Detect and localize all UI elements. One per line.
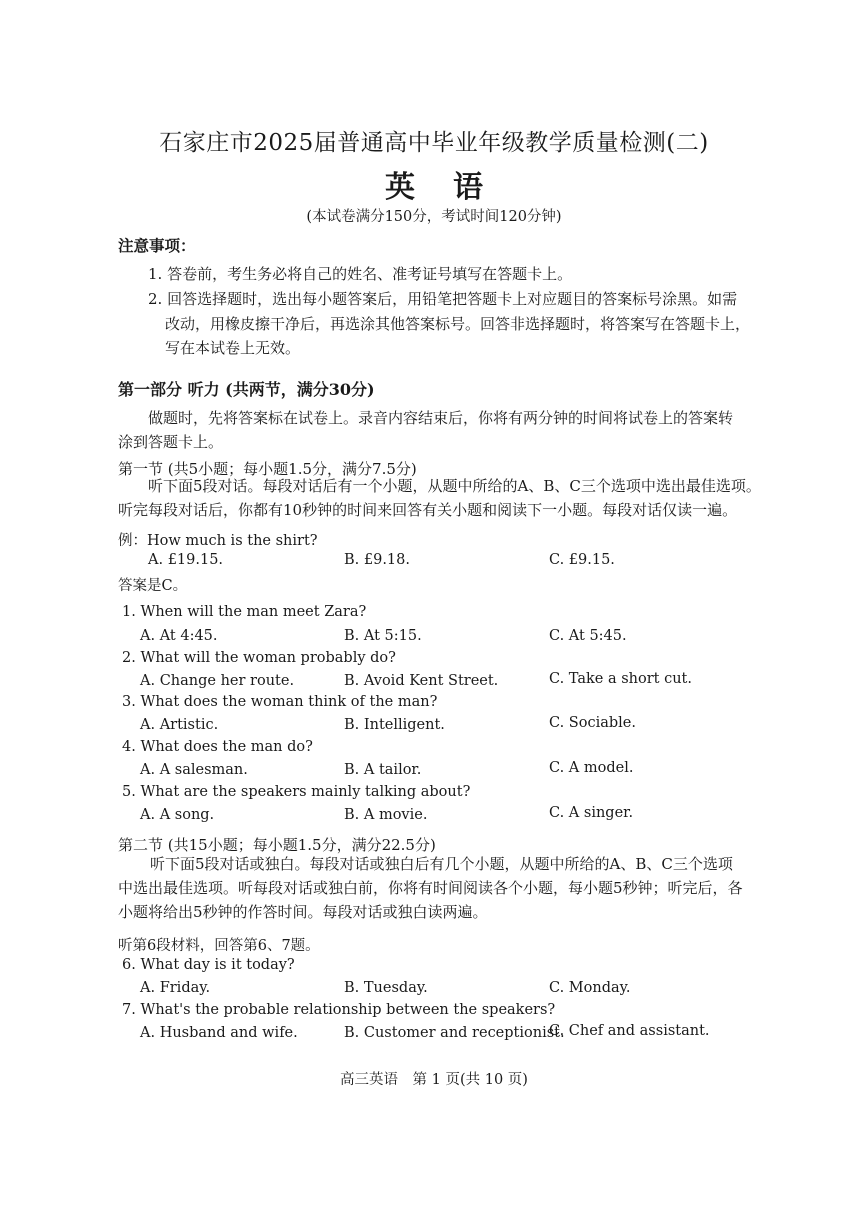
question-1-option-c: C. At 5:45. bbox=[549, 628, 627, 644]
question-6-option-a: A. Friday. bbox=[140, 980, 211, 996]
exam-meta: (本试卷满分150分，考试时间120分钟) bbox=[306, 209, 562, 225]
section1-intro-line-1: 听下面5段对话。每段对话后有一个小题，从题中所给的A、B、C三个选项中选出最佳选项。 bbox=[148, 477, 761, 495]
question-5-option-c: C. A singer. bbox=[549, 805, 634, 821]
question-5-option-b: B. A movie. bbox=[344, 807, 428, 823]
section2-intro-line-1: 听下面5段对话或独白。每段对话或独白后有几个小题，从题中所给的A、B、C三个选项 bbox=[150, 855, 733, 873]
exam-title: 石家庄市2025届普通高中毕业年级教学质量检测(二) bbox=[159, 130, 709, 156]
subject-title: 英语 bbox=[385, 170, 521, 205]
section2-heading: 第二节 (共15小题；每小题1.5分，满分22.5分) bbox=[118, 836, 436, 854]
question-2: 2. What will the woman probably do? bbox=[122, 650, 396, 666]
question-3: 3. What does the woman think of the man? bbox=[122, 694, 438, 710]
section1-intro-line-2: 听完每段对话后，你都有10秒钟的时间来回答有关小题和阅读下一小题。每段对话仅读一遍。 bbox=[118, 501, 738, 519]
section2-intro-line-2: 中选出最佳选项。听每段对话或独白前，你将有时间阅读各个小题，每小题5秒钟；听完后，各 bbox=[118, 879, 743, 897]
question-2-option-b: B. Avoid Kent Street. bbox=[344, 673, 499, 689]
material-instruction: 听第6段材料，回答第6、7题。 bbox=[118, 938, 320, 954]
question-1: 1. When will the man meet Zara? bbox=[122, 604, 367, 620]
notice-heading: 注意事项： bbox=[118, 236, 196, 255]
question-3-option-c: C. Sociable. bbox=[549, 715, 636, 731]
part1-intro-line-2: 涂到答题卡上。 bbox=[118, 433, 224, 451]
section2-intro-line-3: 小题将给出5秒钟的作答时间。每段对话或独白读两遍。 bbox=[118, 903, 488, 921]
question-4: 4. What does the man do? bbox=[122, 739, 313, 755]
question-4-option-a: A. A salesman. bbox=[140, 762, 248, 778]
notice-item-2-line-3: 写在本试卷上无效。 bbox=[165, 339, 301, 357]
notice-item-1: 1. 答卷前，考生务必将自己的姓名、准考证号填写在答题卡上。 bbox=[148, 265, 573, 283]
question-1-option-a: A. At 4:45. bbox=[140, 628, 218, 644]
part1-heading: 第一部分 听力 (共两节，满分30分) bbox=[118, 380, 375, 399]
question-7-option-c: C. Chef and assistant. bbox=[549, 1023, 710, 1039]
example-question: 例：How much is the shirt? bbox=[118, 533, 318, 549]
section1-heading: 第一节 (共5小题；每小题1.5分，满分7.5分) bbox=[118, 460, 417, 478]
question-6-option-c: C. Monday. bbox=[549, 980, 631, 996]
question-1-option-b: B. At 5:15. bbox=[344, 628, 422, 644]
question-5-option-a: A. A song. bbox=[140, 807, 215, 823]
question-7: 7. What's the probable relationship between the speakers? bbox=[122, 1002, 556, 1018]
example-option-b: B. £9.18. bbox=[344, 552, 410, 568]
part1-intro-line-1: 做题时，先将答案标在试卷上。录音内容结束后，你将有两分钟的时间将试卷上的答案转 bbox=[148, 409, 734, 427]
example-answer: 答案是C。 bbox=[118, 578, 188, 594]
question-6-option-b: B. Tuesday. bbox=[344, 980, 428, 996]
example-option-c: C. £9.15. bbox=[549, 552, 615, 568]
question-5: 5. What are the speakers mainly talking about? bbox=[122, 784, 471, 800]
page-footer: 高三英语 第 1 页(共 10 页) bbox=[340, 1072, 528, 1088]
question-4-option-c: C. A model. bbox=[549, 760, 634, 776]
notice-item-2-line-2: 改动，用橡皮擦干净后，再选涂其他答案标号。回答非选择题时，将答案写在答题卡上， bbox=[165, 315, 751, 333]
question-3-option-b: B. Intelligent. bbox=[344, 717, 445, 733]
question-4-option-b: B. A tailor. bbox=[344, 762, 422, 778]
question-6: 6. What day is it today? bbox=[122, 957, 295, 973]
notice-item-2-line-1: 2. 回答选择题时，选出每小题答案后，用铅笔把答题卡上对应题目的答案标号涂黑。如需 bbox=[148, 290, 738, 308]
question-7-option-b: B. Customer and receptionist. bbox=[344, 1025, 565, 1041]
question-2-option-c: C. Take a short cut. bbox=[549, 671, 692, 687]
example-option-a: A. £19.15. bbox=[148, 552, 224, 568]
question-7-option-a: A. Husband and wife. bbox=[140, 1025, 298, 1041]
question-2-option-a: A. Change her route. bbox=[140, 673, 295, 689]
question-3-option-a: A. Artistic. bbox=[140, 717, 219, 733]
